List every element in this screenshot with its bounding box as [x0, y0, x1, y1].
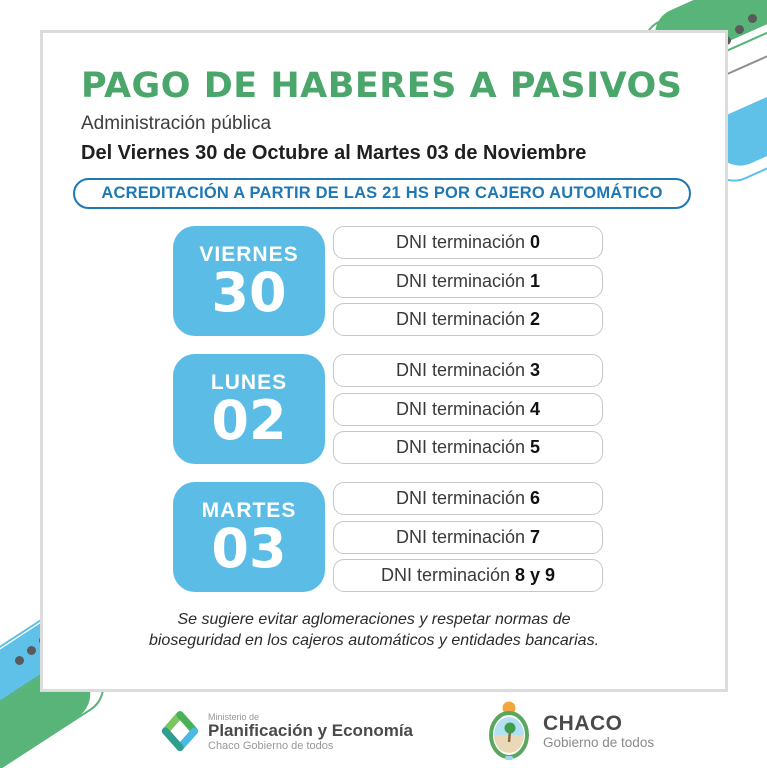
dni-rows	[333, 226, 603, 336]
dni-row	[333, 393, 603, 426]
day-number: 02	[211, 388, 287, 452]
schedule	[173, 226, 725, 592]
day-number: 30	[211, 260, 287, 324]
dni-label: DNI terminación	[395, 526, 526, 547]
chaco-coat-of-arms-icon	[485, 700, 533, 762]
dni-row	[333, 303, 603, 336]
dni-row	[333, 559, 603, 592]
dni-label: DNI terminación	[395, 360, 526, 380]
dni-value: 4	[530, 398, 541, 419]
chaco-text	[543, 712, 654, 750]
banner-pill: ACREDITACIÓN A PARTIR DE LAS 21 HS POR CAJERO AUTOMÁTICO	[73, 178, 691, 209]
footer-logos	[0, 698, 767, 768]
dni-value: 8 y 9	[515, 565, 556, 585]
dni-value: 0	[530, 232, 541, 252]
subtitle: Administración pública	[81, 113, 272, 134]
day-group-lunes	[173, 354, 725, 464]
dni-label: DNI terminación	[395, 270, 526, 291]
chaco-name: CHACO	[543, 711, 623, 735]
dni-label: DNI terminación	[380, 565, 510, 585]
ministry-overline: Ministerio de	[208, 711, 260, 722]
dni-label: DNI terminación	[395, 437, 526, 457]
dni-rows	[333, 354, 603, 464]
diamond-logo-icon	[160, 710, 200, 754]
chaco-tagline: Gobierno de todos	[543, 735, 655, 751]
dni-rows	[333, 482, 603, 592]
dot-icon	[27, 646, 36, 655]
dni-label: DNI terminación	[395, 232, 526, 252]
day-card	[173, 482, 325, 592]
content-card	[40, 30, 728, 692]
day-name: LUNES	[210, 370, 288, 394]
day-group-martes	[173, 482, 725, 592]
dni-value: 7	[530, 526, 541, 547]
dni-row	[333, 431, 603, 464]
day-name: MARTES	[201, 498, 297, 522]
dni-value: 1	[530, 270, 541, 291]
date-range: Del Viernes 30 de Octubre al Martes 03 de Noviembre	[81, 142, 587, 164]
chaco-logo	[485, 700, 654, 762]
ministry-tagline: Chaco Gobierno de todos	[208, 740, 334, 753]
dni-value: 2	[530, 309, 541, 329]
dni-row	[333, 482, 603, 515]
dni-value: 6	[530, 488, 541, 508]
dot-icon	[735, 25, 744, 34]
day-number: 03	[211, 516, 287, 580]
day-card	[173, 354, 325, 464]
dni-row	[333, 226, 603, 259]
ministry-name: Planificación y Economía	[208, 720, 414, 740]
dot-icon	[15, 656, 24, 665]
dni-row	[333, 354, 603, 387]
dni-value: 3	[530, 360, 541, 380]
dni-label: DNI terminación	[395, 488, 526, 508]
advisory-note: Se sugiere evitar aglomeraciones y respetar normas de bioseguridad en los cajeros automáticos y entidades bancarias.	[148, 611, 600, 649]
dni-value: 5	[530, 437, 541, 457]
day-name: VIERNES	[199, 242, 299, 266]
day-group-viernes	[173, 226, 725, 336]
dot-icon	[748, 14, 757, 23]
dni-label: DNI terminación	[395, 398, 526, 419]
ministry-text	[208, 712, 413, 753]
dni-label: DNI terminación	[395, 309, 526, 329]
dni-row	[333, 265, 603, 298]
page-title: PAGO DE HABERES A PASIVOS	[81, 66, 683, 106]
day-card	[173, 226, 325, 336]
ministry-logo	[160, 710, 413, 754]
dni-row	[333, 521, 603, 554]
